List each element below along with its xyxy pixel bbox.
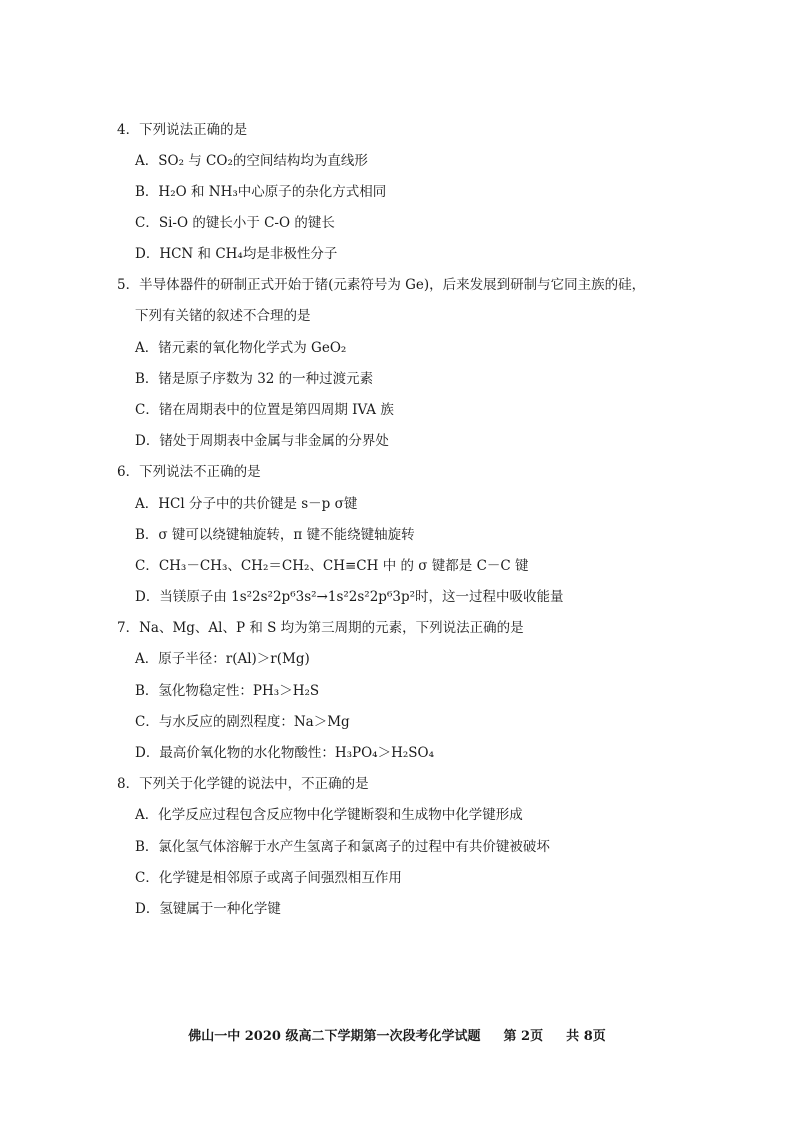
question-7-option-a: A．原子半径：r(Al)＞r(Mg) [135,651,310,667]
question-7-option-d: D．最高价氧化物的水化物酸性：H₃PO₄＞H₂SO₄ [135,745,434,761]
question-4-option-a: A．SO₂ 与 CO₂的空间结构均为直线形 [135,153,368,169]
question-6-stem: 6．下列说法不正确的是 [117,464,261,480]
question-5-stem-continued: 下列有关锗的叙述不合理的是 [135,308,311,324]
question-4-stem: 4．下列说法正确的是 [117,122,248,138]
question-5-option-b: B．锗是原子序数为 32 的一种过渡元素 [135,371,374,387]
question-7-option-c: C．与水反应的剧烈程度：Na＞Mg [135,714,350,730]
question-4-option-d: D．HCN 和 CH₄均是非极性分子 [135,246,338,262]
question-7-stem: 7．Na、Mg、Al、P 和 S 均为第三周期的元素，下列说法正确的是 [117,620,524,636]
question-8-option-b: B．氯化氢气体溶解于水产生氢离子和氯离子的过程中有共价键被破坏 [135,839,550,855]
question-8-option-d: D．氢键属于一种化学键 [135,901,281,917]
footer-total-pages: 共 8页 [566,1029,606,1044]
question-8-stem: 8．下列关于化学键的说法中，不正确的是 [117,776,369,792]
question-4-option-b: B．H₂O 和 NH₃中心原子的杂化方式相同 [135,184,387,200]
question-5-stem: 5．半导体器件的研制正式开始于锗(元素符号为 Ge)，后来发展到研制与它同主族的硅， [117,277,646,293]
question-6-option-c: C．CH₃－CH₃、CH₂＝CH₂、CH≡CH 中 的 σ 键都是 C－C 键 [135,558,529,574]
question-4-option-c: C．Si-O 的键长小于 C-O 的键长 [135,215,335,231]
question-6-option-d: D．当镁原子由 1s²2s²2p⁶3s²→1s²2s²2p⁶3p²时，这一过程中吸收能量 [135,589,564,605]
question-8-option-c: C．化学键是相邻原子或离子间强烈相互作用 [135,870,402,886]
question-7-option-b: B．氢化物稳定性：PH₃＞H₂S [135,683,320,699]
question-6-option-b: B．σ 键可以绕键轴旋转，π 键不能绕键轴旋转 [135,527,415,543]
question-5-option-d: D．锗处于周期表中金属与非金属的分界处 [135,433,389,449]
footer-page-number: 第 2页 [503,1029,544,1044]
question-5-option-a: A．锗元素的氧化物化学式为 GeO₂ [135,340,347,356]
footer-exam-title: 佛山一中 2020 级高二下学期第一次段考化学试题 [188,1029,481,1044]
question-8-option-a: A．化学反应过程包含反应物中化学键断裂和生成物中化学键形成 [135,807,523,823]
question-6-option-a: A．HCl 分子中的共价键是 s－p σ键 [135,496,358,512]
page-footer [0,1025,794,1044]
question-5-option-c: C．锗在周期表中的位置是第四周期 IVA 族 [135,402,394,418]
